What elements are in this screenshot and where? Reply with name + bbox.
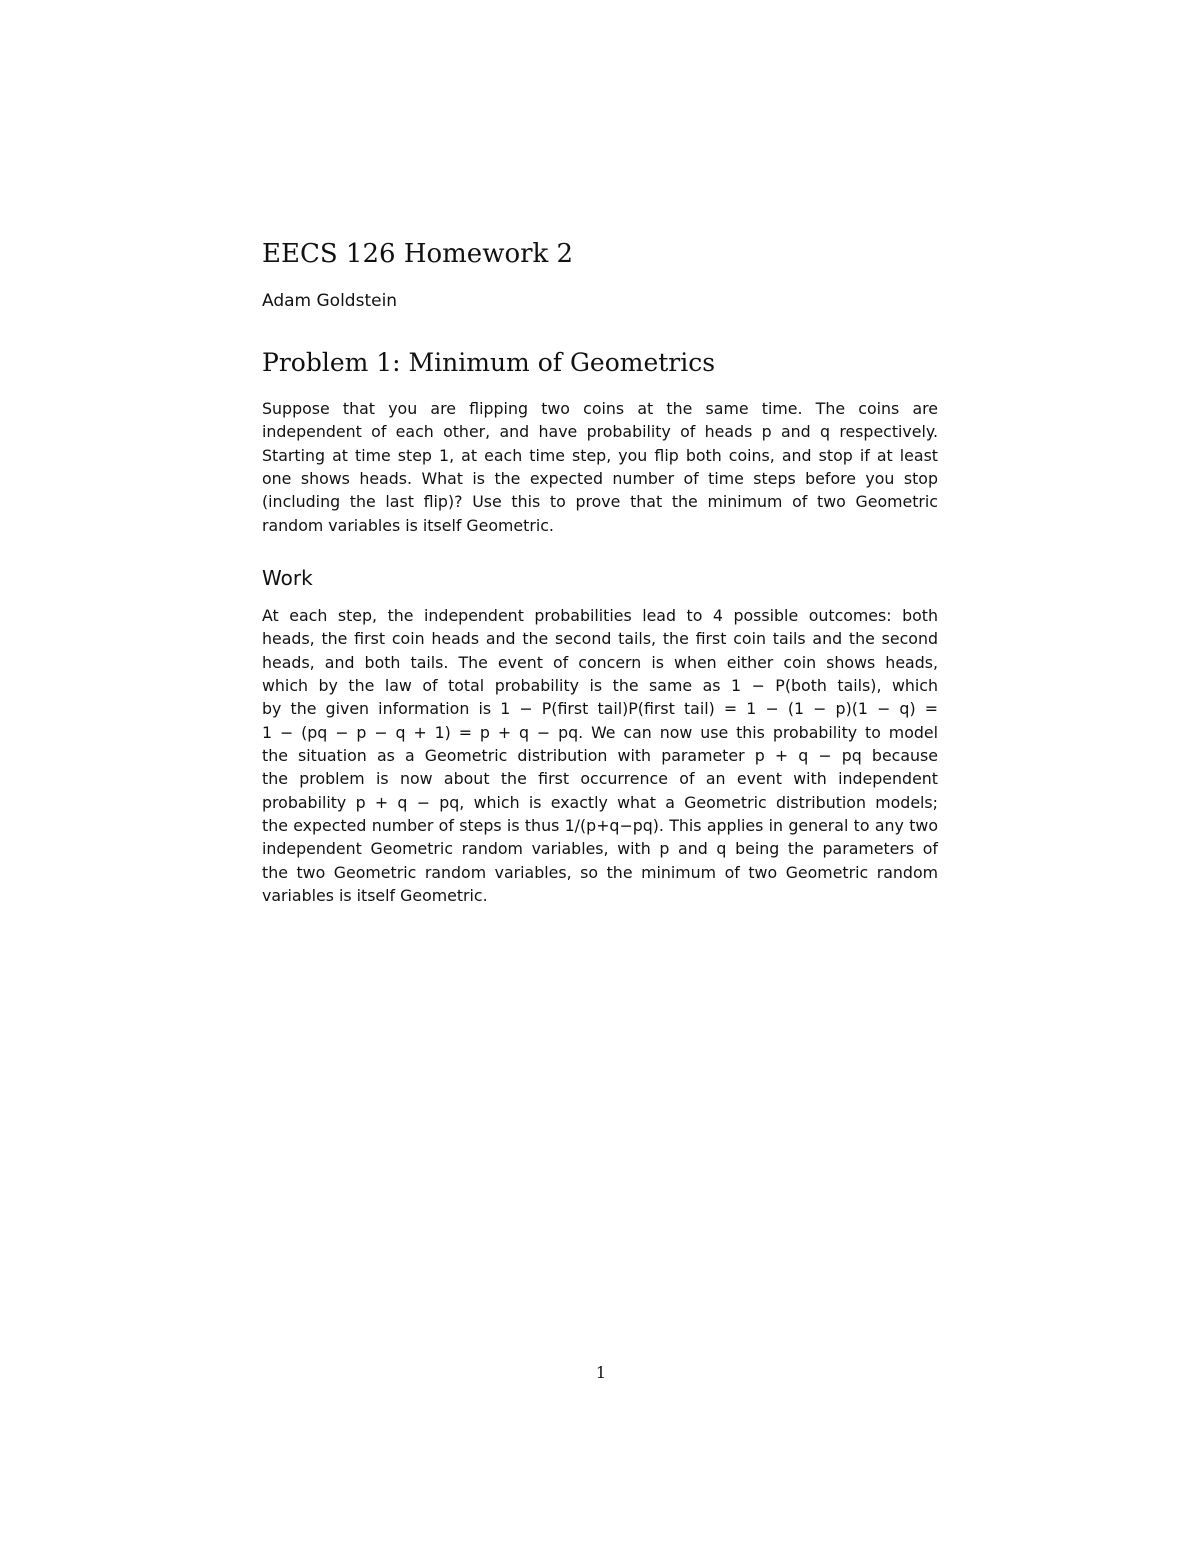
work-line: 1 − (pq − p − q + 1) = p + q − pq. We can now use this probability to model	[262, 722, 938, 742]
problem-line: independent of each other, and have probability of heads p and q respectively.	[262, 422, 938, 442]
work-line: the expected number of steps is thus 1/(p+q−pq). This applies in general to any two	[262, 816, 938, 836]
work-line: the situation as a Geometric distribution with parameter p + q − pq because	[262, 746, 938, 766]
problem-heading: Problem 1: Minimum of Geometrics	[262, 348, 716, 377]
work-line: by the given information is 1 − P(first tail)P(first tail) = 1 − (1 − p)(1 − q) =	[262, 699, 938, 719]
problem-line: Suppose that you are flipping two coins at the same time. The coins are	[262, 399, 938, 418]
work-line: At each step, the independent probabilities lead to 4 possible outcomes: both	[262, 606, 938, 625]
document-title: EECS 126 Homework 2	[262, 239, 574, 269]
problem-statement	[262, 397, 938, 537]
problem-line: one shows heads. What is the expected number of time steps before you stop	[262, 469, 938, 489]
work-line: heads, the first coin heads and the second tails, the first coin tails and the second	[262, 629, 938, 649]
work-body	[262, 604, 938, 907]
work-heading: Work	[262, 566, 313, 590]
problem-line: Starting at time step 1, at each time step, you flip both coins, and stop if at least	[262, 445, 938, 465]
problem-line: random variables is itself Geometric.	[262, 515, 554, 535]
author-name: Adam Goldstein	[262, 291, 398, 311]
work-line: independent Geometric random variables, with p and q being the parameters of	[262, 839, 938, 859]
work-line: which by the law of total probability is the same as 1 − P(both tails), which	[262, 676, 938, 696]
work-line: probability p + q − pq, which is exactly what a Geometric distribution models;	[262, 792, 938, 812]
page-number: 1	[595, 1363, 607, 1382]
work-line: the problem is now about the first occurrence of an event with independent	[262, 769, 938, 789]
work-line: the two Geometric random variables, so the minimum of two Geometric random	[262, 862, 938, 882]
work-line: heads, and both tails. The event of concern is when either coin shows heads,	[262, 652, 938, 672]
work-line: variables is itself Geometric.	[262, 886, 488, 906]
problem-line: (including the last flip)? Use this to prove that the minimum of two Geometric	[262, 492, 938, 512]
